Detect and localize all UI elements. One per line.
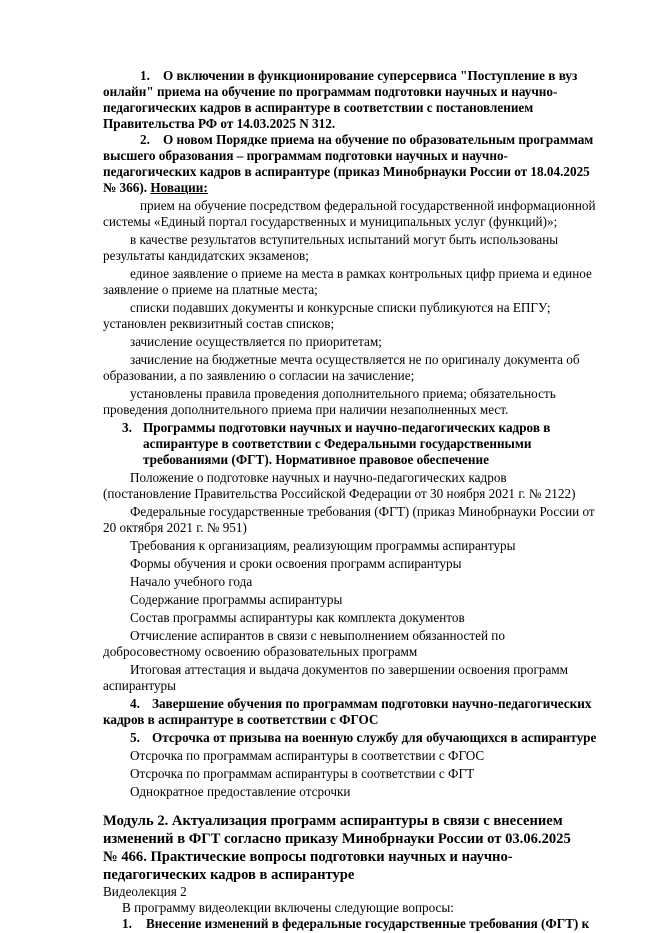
innovation-6-line-2: образовании, а по заявлению о согласии на зачисление; xyxy=(103,368,415,383)
innovation-4-line-2: установлен реквизитный состав списков; xyxy=(103,316,335,331)
fgt-1-line-1: Положение о подготовке научных и научно-педагогических кадров xyxy=(130,470,507,485)
fgt-7: Состав программы аспирантуры как комплекта документов xyxy=(130,610,465,625)
innovation-3-line-1: единое заявление о приеме на места в рамках контрольных цифр приема и единое xyxy=(130,266,592,281)
fgt-4: Формы обучения и сроки освоения программ аспирантуры xyxy=(130,556,462,571)
item-3-line-2: аспирантуре в соответствии с Федеральными государственными xyxy=(143,436,532,451)
module2-q1-number: 1. xyxy=(122,916,132,931)
module2-heading-line-2: изменений в ФГТ согласно приказу Минобрнауки России от 03.06.2025 xyxy=(103,831,571,847)
item-1-line-4: Правительства РФ от 14.03.2025 N 312. xyxy=(103,116,336,131)
module2-subtitle: Видеолекция 2 xyxy=(103,884,187,899)
deferral-3: Однократное предоставление отсрочки xyxy=(130,784,351,799)
innovation-2-line-1: в качестве результатов вступительных испытаний могут быть использованы xyxy=(130,232,559,247)
item-2-number: 2. xyxy=(140,132,150,147)
module2-intro: В программу видеолекции включены следующие вопросы: xyxy=(122,900,454,915)
item-1-line-1: О включении в функционирование суперсервиса "Поступление в вуз xyxy=(163,68,578,83)
item-1-number: 1. xyxy=(140,68,150,83)
innovation-3-line-2: заявление о приеме на платные места; xyxy=(103,282,318,297)
module2-heading-line-1: Модуль 2. Актуализация программ аспирантуры в связи с внесением xyxy=(103,813,563,829)
fgt-2-line-2: 20 октября 2021 г. № 951) xyxy=(103,520,247,535)
item-2-line-1: О новом Порядке приема на обучение по образовательным программам xyxy=(163,132,594,147)
innovation-6-line-1: зачисление на бюджетные мечта осуществляется не по оригиналу документа об xyxy=(130,352,580,367)
innovation-7-line-2: проведения дополнительного приема при наличии незаполненных мест. xyxy=(103,402,509,417)
item-3-line-1: Программы подготовки научных и научно-педагогических кадров в xyxy=(143,420,551,435)
innovation-4-line-1: списки подавших документы и конкурсные списки публикуются на ЕПГУ; xyxy=(130,300,551,315)
item-2-line-4 xyxy=(103,180,208,196)
innovations-label: Новации: xyxy=(150,180,208,195)
item-4-number: 4. xyxy=(130,696,140,711)
fgt-9-line-1: Итоговая аттестация и выдача документов по завершении освоения программ xyxy=(130,662,569,677)
module2-heading-line-4: педагогических кадров в аспирантуре xyxy=(103,867,355,883)
item-3-line-3: требованиями (ФГТ). Нормативное правовое обеспечение xyxy=(143,452,489,467)
item-2-line-3: педагогических кадров в аспирантуре (приказ Минобрнауки России от 18.04.2025 xyxy=(103,164,590,179)
item-2-order-ref: № 366). xyxy=(103,180,148,195)
fgt-6: Содержание программы аспирантуры xyxy=(130,592,343,607)
item-4-line-1: Завершение обучения по программам подготовки научно-педагогических xyxy=(152,696,592,711)
innovation-7-line-1: установлены правила проведения дополнительного приема; обязательность xyxy=(130,386,556,401)
fgt-5: Начало учебного года xyxy=(130,574,253,589)
item-3-number: 3. xyxy=(122,420,132,435)
innovation-5: зачисление осуществляется по приоритетам; xyxy=(130,334,382,349)
innovation-1-line-2: системы «Единый портал государственных и муниципальных услуг (функций)»; xyxy=(103,214,558,229)
fgt-9-line-2: аспирантуры xyxy=(103,678,176,693)
deferral-2: Отсрочка по программам аспирантуры в соответствии с ФГТ xyxy=(130,766,475,781)
module2-q1-line-1: Внесение изменений в федеральные государственные требования (ФГТ) к xyxy=(146,916,590,931)
item-2-line-2: высшего образования – программам подготовки научных и научно- xyxy=(103,148,508,163)
innovation-2-line-2: результаты кандидатских экзаменов; xyxy=(103,248,309,263)
item-5-line-1: Отсрочка от призыва на военную службу для обучающихся в аспирантуре xyxy=(152,730,597,745)
item-4-line-2: кадров в аспирантуре в соответствии с ФГОС xyxy=(103,712,379,727)
innovation-1-line-1: прием на обучение посредством федеральной государственной информационной xyxy=(140,198,596,213)
fgt-3: Требования к организациям, реализующим программы аспирантуры xyxy=(130,538,516,553)
module2-heading-line-3: № 466. Практические вопросы подготовки научных и научно- xyxy=(103,849,513,865)
fgt-8-line-1: Отчисление аспирантов в связи с невыполнением обязанностей по xyxy=(130,628,505,643)
fgt-1-line-2: (постановление Правительства Российской Федерации от 30 ноября 2021 г. № 2122) xyxy=(103,486,576,501)
deferral-1: Отсрочка по программам аспирантуры в соответствии с ФГОС xyxy=(130,748,485,763)
item-1-line-3: педагогических кадров в аспирантуре в соответствии с постановлением xyxy=(103,100,534,115)
fgt-2-line-1: Федеральные государственные требования (ФГТ) (приказ Минобрнауки России от xyxy=(130,504,595,519)
item-5-number: 5. xyxy=(130,730,140,745)
fgt-8-line-2: добросовестному освоению образовательных программ xyxy=(103,644,418,659)
item-1-line-2: онлайн" приема на обучение по программам подготовки научных и научно- xyxy=(103,84,558,99)
